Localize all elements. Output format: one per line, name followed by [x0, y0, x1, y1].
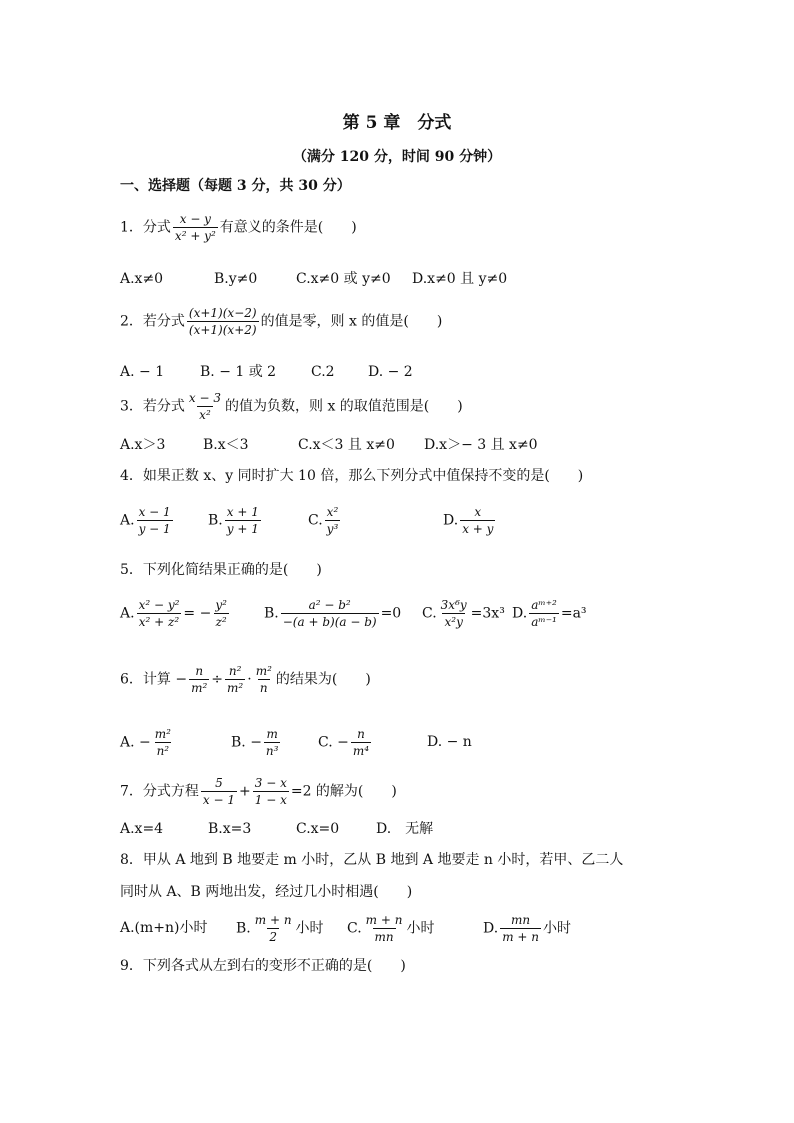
q2-option-b[interactable]: B. − 1 或 2 — [200, 364, 277, 380]
question-6: 6．计算 − $\frac{n}{\text{m²}}$ ÷ $\frac{\text{n²}}{\text{m²}}$ · $\frac{\text{m²}}{n}$ 的结果为( ) — [120, 664, 371, 695]
q4-option-d[interactable]: D. $\frac{x}{x + y}$ — [443, 505, 494, 536]
q2-option-c[interactable]: C.2 — [311, 364, 335, 380]
question-5: 5．下列化简结果正确的是( ) — [120, 562, 322, 578]
q6-option-b[interactable]: B. − $\frac{m}{\text{n³}}$ — [231, 727, 279, 758]
q6-option-d[interactable]: D. − n — [427, 734, 472, 750]
question-8-line-2: 同时从 A、B 两地出发，经过几小时相遇( ) — [120, 884, 413, 900]
q3-fraction: $\frac{x - 3}{\text{x²}}$ — [188, 391, 222, 422]
q3-option-b[interactable]: B.x＜3 — [203, 437, 249, 453]
q3-option-a[interactable]: A.x＞3 — [120, 437, 166, 453]
page-subtitle: （满分 120 分，时间 90 分钟） — [292, 149, 502, 165]
q6-option-c[interactable]: C. − $\frac{n}{\text{m⁴}}$ — [318, 727, 370, 758]
question-3: 3．若分式 $\frac{x - 3}{\text{x²}}$ 的值为负数，则 x 的取值范围是( ) — [120, 391, 463, 422]
question-9: 9．下列各式从左到右的变形不正确的是( ) — [120, 958, 406, 974]
question-2: 2．若分式 $\frac{(x+1)(x-2)}{(x+1)(x+2)}$ 的值是零，则 x 的值是( ) — [120, 306, 443, 337]
q8-option-a[interactable]: A.(m+n)小时 — [120, 920, 208, 936]
question-1: 1．分式 $\frac{x - y}{\text{x² + y²}}$ 有意义的条件是( ) — [120, 212, 357, 243]
q5-option-d[interactable]: D. $\frac{\text{aᵐ⁺²}}{\text{aᵐ⁻¹}}$ =a³ — [512, 598, 587, 629]
q3-option-d[interactable]: D.x＞− 3 且 x≠0 — [424, 437, 538, 453]
q7-option-c[interactable]: C.x=0 — [296, 821, 340, 837]
q1-option-a[interactable]: A.x≠0 — [120, 271, 164, 287]
question-7: 7．分式方程 $\frac{5}{x - 1}$ + $\frac{3 - x}{1 - x}$ =2 的解为( ) — [120, 776, 397, 807]
q5-option-a[interactable]: A. $\frac{\text{x² − y²}}{\text{x² + z²}}$ = − $\frac{\text{y²}}{\text{z²}}$ — [120, 598, 227, 629]
q7-option-d[interactable]: D. 无解 — [376, 821, 434, 837]
q4-option-a[interactable]: A. $\frac{x - 1}{y - 1}$ — [120, 505, 171, 536]
q4-option-c[interactable]: C. $\frac{\text{x²}}{\text{y³}}$ — [308, 505, 339, 536]
q7-option-b[interactable]: B.x=3 — [208, 821, 252, 837]
q7-option-a[interactable]: A.x=4 — [120, 821, 164, 837]
q1-option-c[interactable]: C.x≠0 或 y≠0 — [296, 271, 391, 287]
q5-option-c[interactable]: C. $\frac{\text{3x⁶y}}{\text{x²y}}$ =3x³ — [422, 598, 505, 629]
q2-option-d[interactable]: D. − 2 — [368, 364, 413, 380]
q2-fraction: $\frac{(x+1)(x-2)}{(x+1)(x+2)}$ — [188, 306, 257, 337]
q1-option-d[interactable]: D.x≠0 且 y≠0 — [412, 271, 508, 287]
q6-option-a[interactable]: A. − $\frac{\text{m²}}{\text{n²}}$ — [120, 727, 171, 758]
q1-option-b[interactable]: B.y≠0 — [214, 271, 258, 287]
q4-option-b[interactable]: B. $\frac{x + 1}{y + 1}$ — [208, 505, 259, 536]
page-title: 第 5 章 分式 — [342, 113, 452, 133]
section-heading: 一、选择题（每题 3 分，共 30 分） — [120, 178, 351, 194]
question-4: 4．如果正数 x、y 同时扩大 10 倍，那么下列分式中值保持不变的是( ) — [120, 468, 584, 484]
q3-option-c[interactable]: C.x＜3 且 x≠0 — [298, 437, 395, 453]
q8-option-b[interactable]: B. $\frac{m + n}{2}$ 小时 — [236, 913, 324, 944]
q8-option-d[interactable]: D. $\frac{mn}{m + n}$ 小时 — [483, 913, 571, 944]
q1-fraction: $\frac{x - y}{\text{x² + y²}}$ — [174, 212, 216, 243]
q8-option-c[interactable]: C. $\frac{m + n}{mn}$ 小时 — [347, 913, 435, 944]
question-8-line-1: 8．甲从 A 地到 B 地要走 m 小时，乙从 B 地到 A 地要走 n 小时，若甲、乙二人 — [120, 852, 624, 868]
q5-option-b[interactable]: B. $\frac{\text{a² − b²}}{-(a + b)(a - b)}$ =0 — [264, 598, 402, 629]
q2-option-a[interactable]: A. − 1 — [120, 364, 165, 380]
